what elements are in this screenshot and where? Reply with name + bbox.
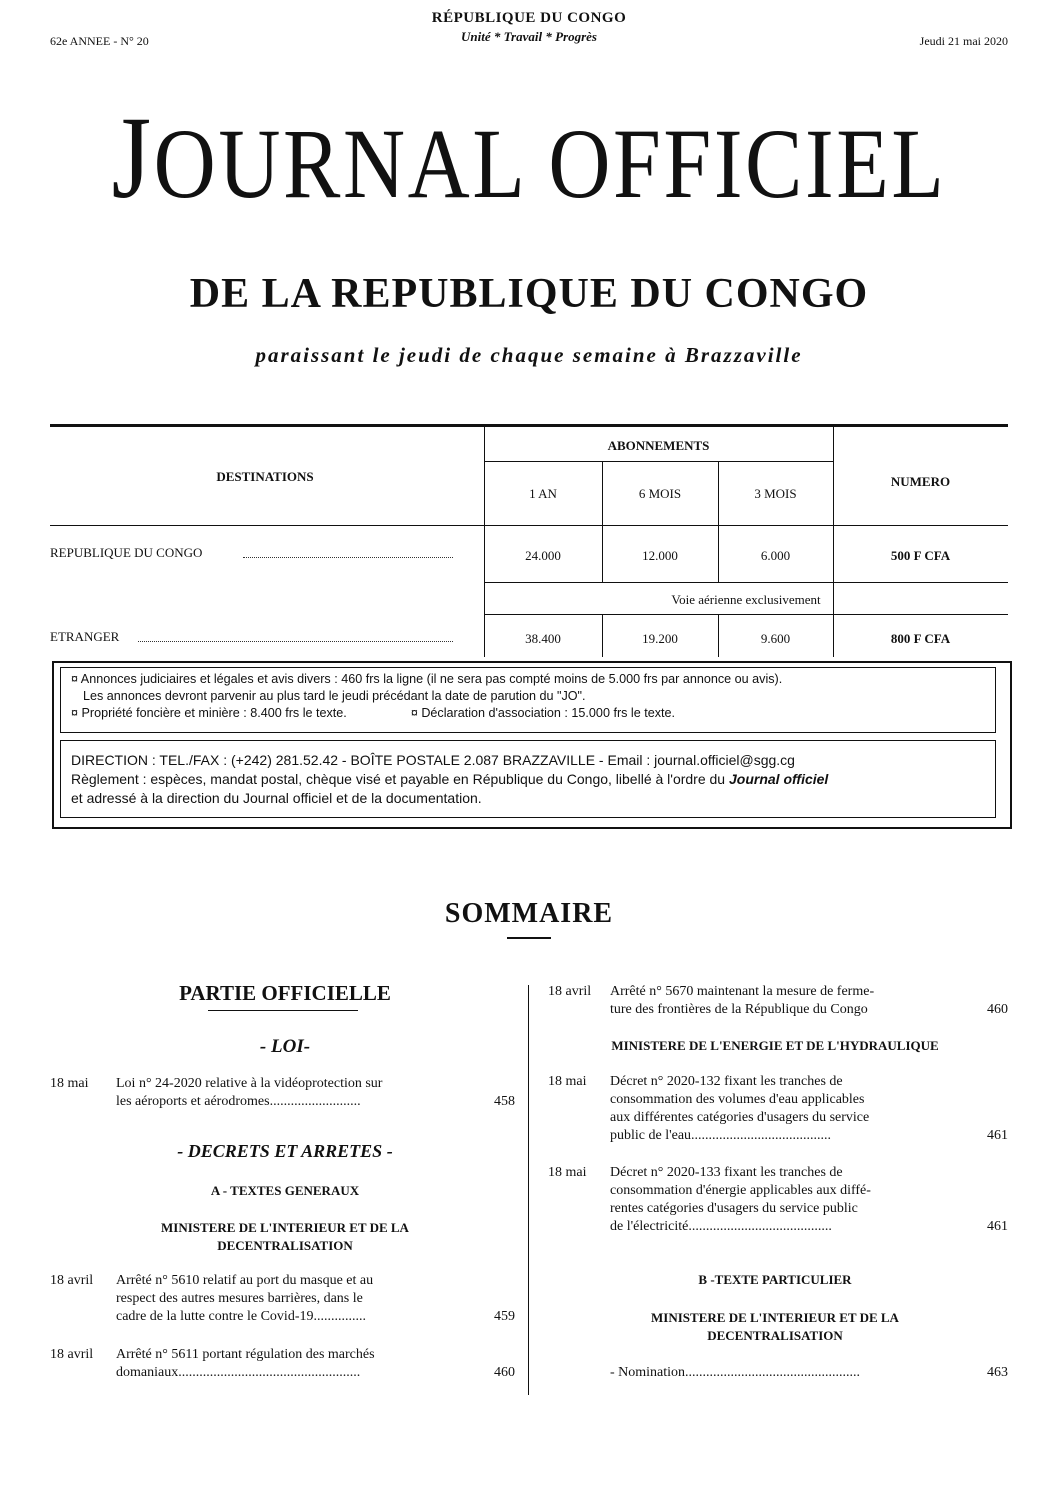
decret-line: consommation d'énergie applicables aux diffé- xyxy=(610,1183,871,1198)
ministere-interieur2-heading xyxy=(540,1309,1010,1345)
textes-generaux: A - TEXTES GENERAUX xyxy=(210,1183,360,1198)
partie-officielle: PARTIE OFFICIELLE xyxy=(179,981,391,1005)
arrete5670-title xyxy=(610,983,955,1019)
propriete-fonciere: ¤ Propriété foncière et minière : 8.400 frs le texte. xyxy=(71,706,347,720)
destinations-header: DESTINATIONS xyxy=(216,469,314,484)
decret132-title xyxy=(610,1073,955,1145)
arrete-line: Arrêté n° 5611 portant régulation des marchés xyxy=(116,1347,375,1362)
loi-date: 18 mai xyxy=(50,1076,89,1091)
arrete5610-date: 18 avril xyxy=(50,1273,94,1288)
loi-line: Loi n° 24-2020 relative à la vidéoprotection sur xyxy=(116,1076,383,1091)
leader-dots xyxy=(243,557,453,558)
arrete5670-page: 460 xyxy=(987,1002,1008,1017)
decret133-page: 461 xyxy=(987,1219,1008,1234)
decret-line: rentes catégories d'usagers du service public xyxy=(610,1201,858,1216)
direction-line3: et adressé à la direction du Journal officiel et de la documentation. xyxy=(71,790,482,806)
leader-dots: .................................................... xyxy=(178,1365,361,1380)
reglement-text: Règlement : espèces, mandat postal, chèque visé et payable en République du Congo, libellé à l'ordre du xyxy=(71,771,726,787)
decret-line: consommation des volumes d'eau applicables xyxy=(610,1092,865,1107)
issue-number: 62e ANNEE - N° 20 xyxy=(50,34,149,48)
decret132-page: 461 xyxy=(987,1128,1008,1143)
issue-date: Jeudi 21 mai 2020 xyxy=(919,34,1008,48)
direction-line2 xyxy=(71,770,995,789)
arrete5611-title xyxy=(116,1346,456,1382)
rates-mid-rule xyxy=(50,525,1008,526)
republique-title: RÉPUBLIQUE DU CONGO xyxy=(431,10,627,26)
nomination-label: - Nomination xyxy=(610,1365,686,1380)
rates-hline xyxy=(484,582,1008,583)
loi-page: 458 xyxy=(494,1094,515,1109)
annonces-line3 xyxy=(71,705,995,722)
arrete-line: respect des autres mesures barrières, dans le xyxy=(116,1291,363,1306)
arrete-line: ture des frontières de la République du Congo xyxy=(610,1002,868,1017)
congo-1an: 24.000 xyxy=(525,548,561,563)
arrete-line-text: cadre de la lutte contre le Covid-19 xyxy=(116,1309,314,1324)
ministere-interieur-heading xyxy=(50,1219,520,1255)
decrets-heading: - DECRETS ET ARRETES - xyxy=(177,1141,393,1161)
arrete-line xyxy=(116,1308,456,1326)
rates-vline xyxy=(833,427,834,657)
leader-dots xyxy=(138,641,453,642)
arrete-line: Arrêté n° 5610 relatif au port du masque et au xyxy=(116,1273,374,1288)
congo-numero: 500 F CFA xyxy=(890,548,951,563)
abonnements-header: ABONNEMENTS xyxy=(607,438,710,453)
arrete5611-page: 460 xyxy=(494,1365,515,1380)
arrete-line-text: domaniaux xyxy=(116,1365,179,1380)
arrete-line xyxy=(116,1364,456,1382)
decret-line-text: public de l'eau xyxy=(610,1128,692,1143)
journal-officiel-ref: Journal officiel xyxy=(729,771,829,787)
loi-title xyxy=(116,1075,456,1111)
etranger-3mois: 9.600 xyxy=(760,631,791,646)
ministere-line: DECENTRALISATION xyxy=(217,1238,353,1253)
rates-hline xyxy=(484,461,833,462)
texte-particulier: B -TEXTE PARTICULIER xyxy=(698,1272,852,1287)
devise: Unité * Travail * Progrès xyxy=(460,29,597,44)
masthead-subtitle: DE LA REPUBLIQUE DU CONGO xyxy=(189,271,869,317)
decret133-title xyxy=(610,1164,955,1236)
loi-line xyxy=(116,1093,456,1111)
arrete5610-page: 459 xyxy=(494,1309,515,1324)
nomination-entry xyxy=(610,1364,955,1382)
decret-line xyxy=(610,1127,955,1145)
congo-6mois: 12.000 xyxy=(642,548,678,563)
ministere-line: DECENTRALISATION xyxy=(707,1328,843,1343)
masthead-initial: J xyxy=(111,92,154,223)
etranger-6mois: 19.200 xyxy=(642,631,678,646)
leader-dots: .......................... xyxy=(269,1094,361,1109)
masthead-rest: OURNAL OFFICIEL xyxy=(153,108,947,219)
period-3mois: 3 MOIS xyxy=(754,486,797,501)
leader-dots: ........................................ xyxy=(691,1128,832,1143)
sommaire-rule xyxy=(507,937,551,939)
declaration-association: ¤ Déclaration d'association : 15.000 frs le texte. xyxy=(410,706,676,720)
ministere-line: MINISTERE DE L'INTERIEUR ET DE LA xyxy=(161,1220,409,1235)
decret-line: aux différentes catégories d'usagers du service xyxy=(610,1110,870,1125)
loi-heading: - LOI- xyxy=(259,1036,311,1057)
leader-dots: ............... xyxy=(313,1309,366,1324)
arrete5610-title xyxy=(116,1272,456,1326)
annonces-box xyxy=(60,667,996,733)
arrete5670-date: 18 avril xyxy=(548,984,592,999)
annonces-line1: ¤ Annonces judiciaires et légales et avis divers : 460 frs la ligne (il ne sera pas compté moins de 5.000 frs par annonce ou avis). xyxy=(71,672,783,686)
nomination-page: 463 xyxy=(987,1365,1008,1380)
numero-header: NUMERO xyxy=(890,474,951,489)
decret-line: Décret n° 2020-133 fixant les tranches de xyxy=(610,1165,843,1180)
decret-line: Décret n° 2020-132 fixant les tranches de xyxy=(610,1074,843,1089)
direction-box xyxy=(60,740,996,818)
row-etranger-label: ETRANGER xyxy=(50,629,120,644)
decret-line-text: de l'électricité xyxy=(610,1219,689,1234)
leader-dots: .................................................. xyxy=(685,1365,861,1380)
leader-dots: ......................................... xyxy=(688,1219,832,1234)
page-header xyxy=(0,10,1058,45)
etranger-numero: 800 F CFA xyxy=(890,631,951,646)
masthead-title xyxy=(74,92,984,223)
period-6mois: 6 MOIS xyxy=(638,486,682,501)
decret-line xyxy=(610,1218,955,1236)
voie-aerienne: Voie aérienne exclusivement xyxy=(671,592,821,607)
masthead-tagline: paraissant le jeudi de chaque semaine à Brazzaville xyxy=(255,343,803,367)
arrete5611-date: 18 avril xyxy=(50,1347,94,1362)
arrete-line: Arrêté n° 5670 maintenant la mesure de ferme- xyxy=(610,984,875,999)
decret133-date: 18 mai xyxy=(548,1165,587,1180)
etranger-1an: 38.400 xyxy=(525,631,561,646)
ministere-energie-heading: MINISTERE DE L'ENERGIE ET DE L'HYDRAULIQUE xyxy=(611,1038,939,1053)
congo-3mois: 6.000 xyxy=(760,548,791,563)
rates-top-rule xyxy=(50,424,1008,427)
direction-line1: DIRECTION : TEL./FAX : (+242) 281.52.42 - BOÎTE POSTALE 2.087 BRAZZAVILLE - Email : journal.officiel@sgg.cg xyxy=(71,752,795,768)
loi-line-text: les aéroports et aérodromes xyxy=(116,1094,270,1109)
partie-rule xyxy=(208,1010,358,1011)
rates-hline xyxy=(484,614,1008,615)
period-1an: 1 AN xyxy=(529,486,557,501)
column-divider xyxy=(528,985,529,1395)
row-congo-label: REPUBLIQUE DU CONGO xyxy=(50,545,203,560)
decret132-date: 18 mai xyxy=(548,1074,587,1089)
annonces-line2: Les annonces devront parvenir au plus tard le jeudi précédant la date de parution du "JO". xyxy=(83,689,586,703)
sommaire-title: SOMMAIRE xyxy=(444,898,614,929)
ministere-line: MINISTERE DE L'INTERIEUR ET DE LA xyxy=(651,1310,899,1325)
